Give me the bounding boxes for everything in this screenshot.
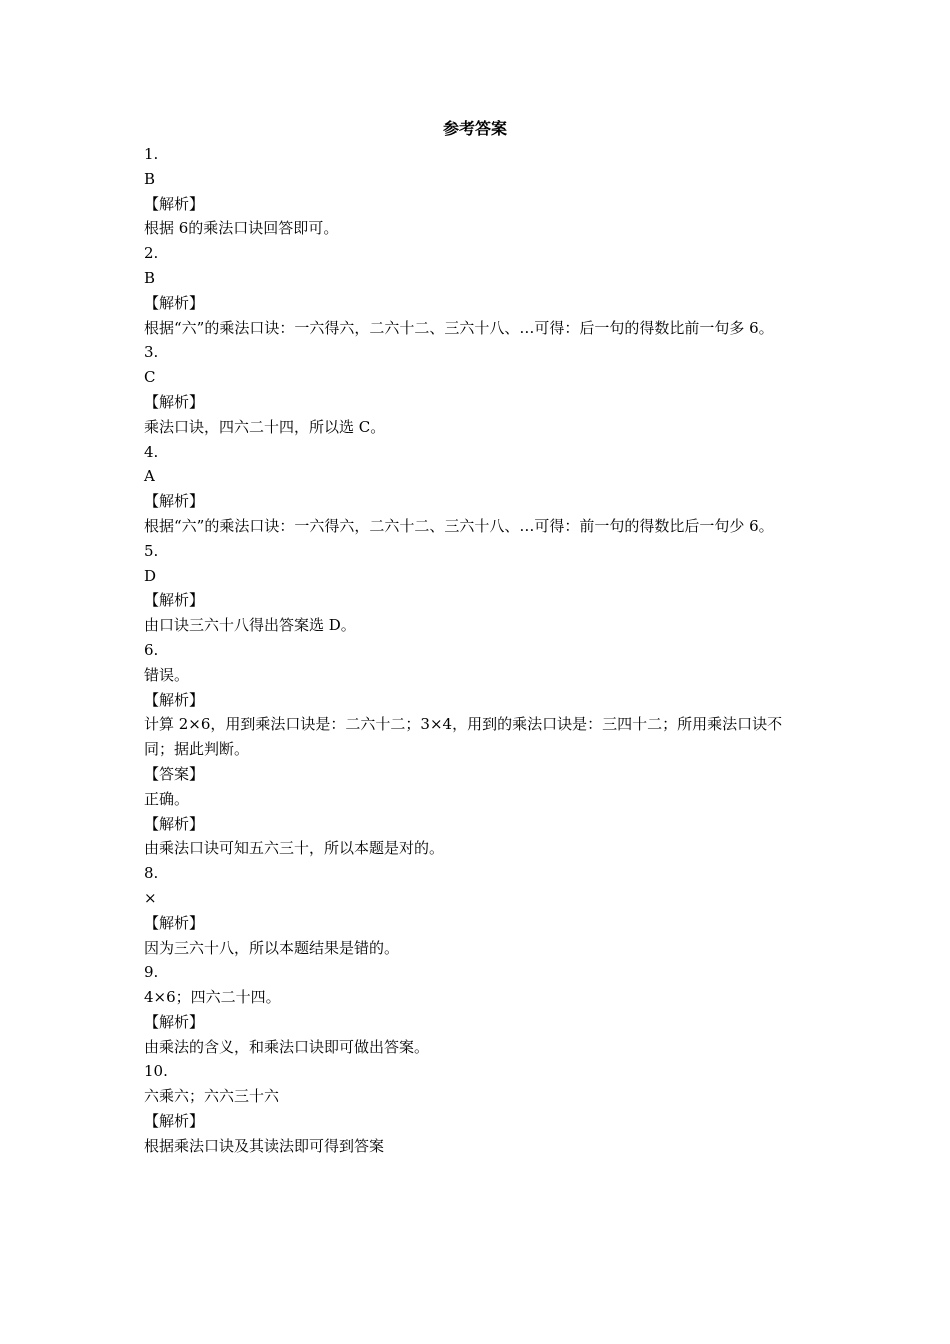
analysis-text: 由乘法的含义，和乘法口诀即可做出答案。 [144, 1037, 430, 1056]
analysis-label: 【解析】 [144, 591, 205, 610]
analysis-label: 【解析】 [144, 194, 205, 213]
answer-text: × [144, 888, 157, 907]
analysis-text: 由口诀三六十八得出答案选 D。 [144, 616, 356, 635]
analysis-label: 【解析】 [144, 913, 205, 932]
analysis-text: 由乘法口诀可知五六三十，所以本题是对的。 [144, 839, 445, 858]
question-number: 4. [144, 442, 159, 461]
analysis-text: 乘法口诀，四六二十四，所以选 C。 [144, 417, 386, 436]
analysis-text: 根据乘法口诀及其读法即可得到答案 [144, 1136, 385, 1155]
page-title: 参考答案 [442, 119, 507, 138]
analysis-text: 根据“六”的乘法口诀：一六得六，二六十二、三六十八、…可得：后一句的得数比前一句多 6。 [144, 318, 774, 337]
analysis-label: 【解析】 [144, 293, 205, 312]
answer-text: A [144, 467, 155, 486]
answer-text: 六乘六；六六三十六 [144, 1087, 280, 1106]
analysis-label: 【解析】 [144, 392, 205, 411]
question-number: 10. [144, 1062, 168, 1081]
question-number: 1. [144, 145, 159, 163]
analysis-text: 计算 2×6，用到乘法口诀是：二六十二；3×4，用到的乘法口诀是：三四十二；所用乘法口诀不同；据此判断。 [144, 715, 783, 759]
question-number: 8. [144, 864, 159, 883]
question-number: 6. [144, 640, 159, 659]
question-number: 9. [144, 963, 159, 982]
answer-text: 4×6；四六二十四。 [144, 988, 281, 1007]
analysis-label: 【解析】 [144, 690, 205, 709]
answer-text: C [144, 368, 156, 387]
question-number: 5. [144, 541, 159, 560]
analysis-label: 【解析】 [144, 1112, 205, 1131]
analysis-text: 根据 6的乘法口诀回答即可。 [144, 219, 339, 238]
analysis-text: 根据“六”的乘法口诀：一六得六，二六十二、三六十八、…可得：前一句的得数比后一句少 6。 [144, 516, 774, 535]
question-number: 3. [144, 343, 159, 362]
analysis-label: 【解析】 [144, 814, 205, 833]
answer-label: 【答案】 [144, 764, 205, 783]
answer-text: B [144, 268, 156, 287]
question-number: 2. [144, 244, 159, 263]
analysis-label: 【解析】 [144, 1012, 205, 1031]
answer-list [144, 142, 810, 1159]
analysis-text: 因为三六十八，所以本题结果是错的。 [144, 938, 400, 957]
answer-text: 错误。 [144, 665, 190, 684]
answer-text: D [144, 566, 157, 585]
analysis-label: 【解析】 [144, 492, 205, 511]
answer-text: B [144, 169, 156, 188]
answer-text: 正确。 [144, 789, 190, 808]
